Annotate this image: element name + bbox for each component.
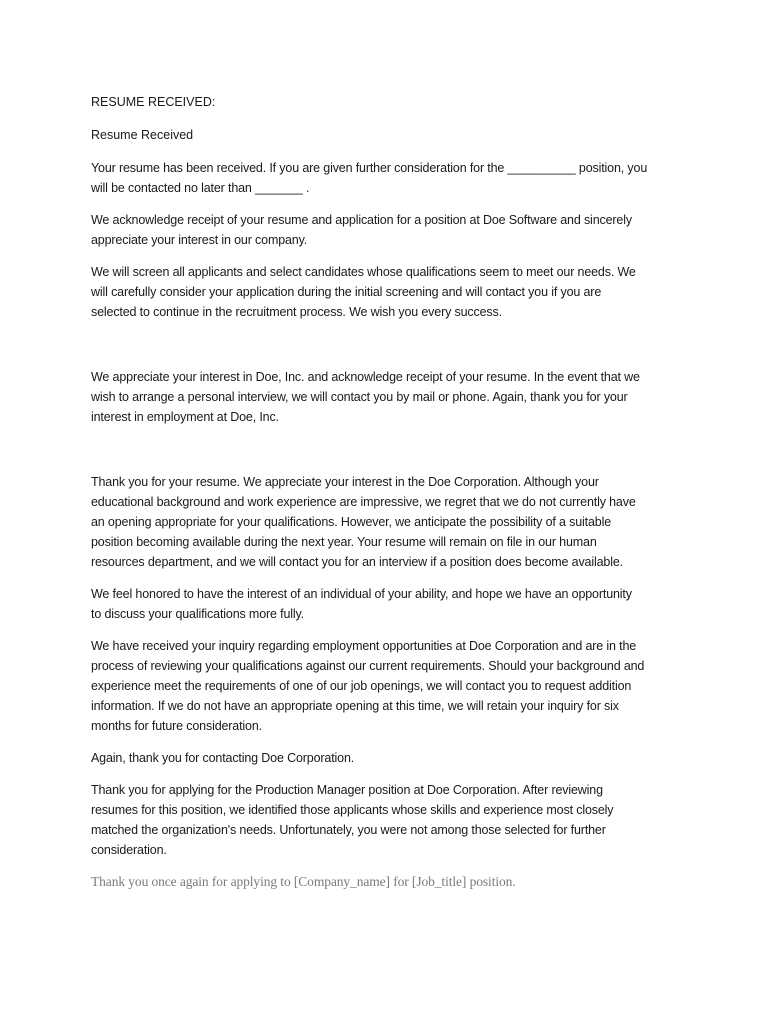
paragraph-line: process of reviewing your qualifications against our current requirements. Should your background and xyxy=(91,659,645,673)
paragraph-line: We appreciate your interest in Doe, Inc. and acknowledge receipt of your resume. In the event that we xyxy=(91,370,640,384)
blank-spacer xyxy=(91,334,681,367)
paragraph-line: will carefully consider your application during the initial screening and will contact you if you are xyxy=(91,285,602,299)
paragraph-line: resources department, and we will contact you for an interview if a position does become available. xyxy=(91,555,623,569)
paragraph-line: position becoming available during the next year. Your resume will remain on file in our human xyxy=(91,535,597,549)
paragraph-acknowledge-receipt xyxy=(91,210,681,250)
paragraph-line: Again, thank you for contacting Doe Corporation. xyxy=(91,751,355,765)
paragraph-line: We acknowledge receipt of your resume and application for a position at Doe Software and sincerely xyxy=(91,213,632,227)
paragraph-production-manager xyxy=(91,780,681,860)
paragraph-line: We have received your inquiry regarding employment opportunities at Doe Corporation and are in the xyxy=(91,639,637,653)
paragraph-line: consideration. xyxy=(91,843,167,857)
paragraph-doe-corporation xyxy=(91,472,681,572)
paragraph-line: months for future consideration. xyxy=(91,719,262,733)
paragraph-line: selected to continue in the recruitment process. We wish you every success. xyxy=(91,305,502,319)
paragraph-line: Your resume has been received. If you are given further consideration for the __________ position, you xyxy=(91,161,648,175)
paragraph-line: to discuss your qualifications more fully. xyxy=(91,607,305,621)
paragraph-doe-inc xyxy=(91,367,681,427)
document-subheading: Resume Received xyxy=(91,128,194,142)
paragraph-line: will be contacted no later than _______ . xyxy=(91,181,310,195)
paragraph-line: resumes for this position, we identified those applicants whose skills and experience most closely xyxy=(91,803,614,817)
paragraph-screening xyxy=(91,262,681,322)
paragraph-line: Thank you for your resume. We appreciate your interest in the Doe Corporation. Although your xyxy=(91,475,599,489)
paragraph-line: Thank you for applying for the Production Manager position at Doe Corporation. After reviewing xyxy=(91,783,603,797)
paragraph-line: experience meet the requirements of one of our job openings, we will contact you to request addition xyxy=(91,679,632,693)
paragraph-inquiry xyxy=(91,636,681,736)
paragraph-line: wish to arrange a personal interview, we will contact you by mail or phone. Again, thank you for your xyxy=(91,390,628,404)
document-heading: RESUME RECEIVED: xyxy=(91,95,216,109)
paragraph-line: interest in employment at Doe, Inc. xyxy=(91,410,279,424)
paragraph-line: an opening appropriate for your qualifications. However, we anticipate the possibility of a suitable xyxy=(91,515,612,529)
paragraph-thank-contacting xyxy=(91,748,681,768)
paragraph-line: We feel honored to have the interest of an individual of your ability, and hope we have an opportunity xyxy=(91,587,632,601)
closing-template-line: Thank you once again for applying to [Company_name] for [Job_title] position. xyxy=(91,874,516,889)
paragraph-line: matched the organization's needs. Unfortunately, you were not among those selected for further xyxy=(91,823,606,837)
paragraph-line: appreciate your interest in our company. xyxy=(91,233,308,247)
document-body xyxy=(91,92,681,892)
paragraph-line: We will screen all applicants and select candidates whose qualifications seem to meet our needs. We xyxy=(91,265,636,279)
paragraph-line: educational background and work experience are impressive, we regret that we do not currently have xyxy=(91,495,636,509)
paragraph-resume-received xyxy=(91,158,681,198)
paragraph-line: information. If we do not have an appropriate opening at this time, we will retain your inquiry for six xyxy=(91,699,619,713)
blank-spacer xyxy=(91,439,681,472)
paragraph-honored xyxy=(91,584,681,624)
